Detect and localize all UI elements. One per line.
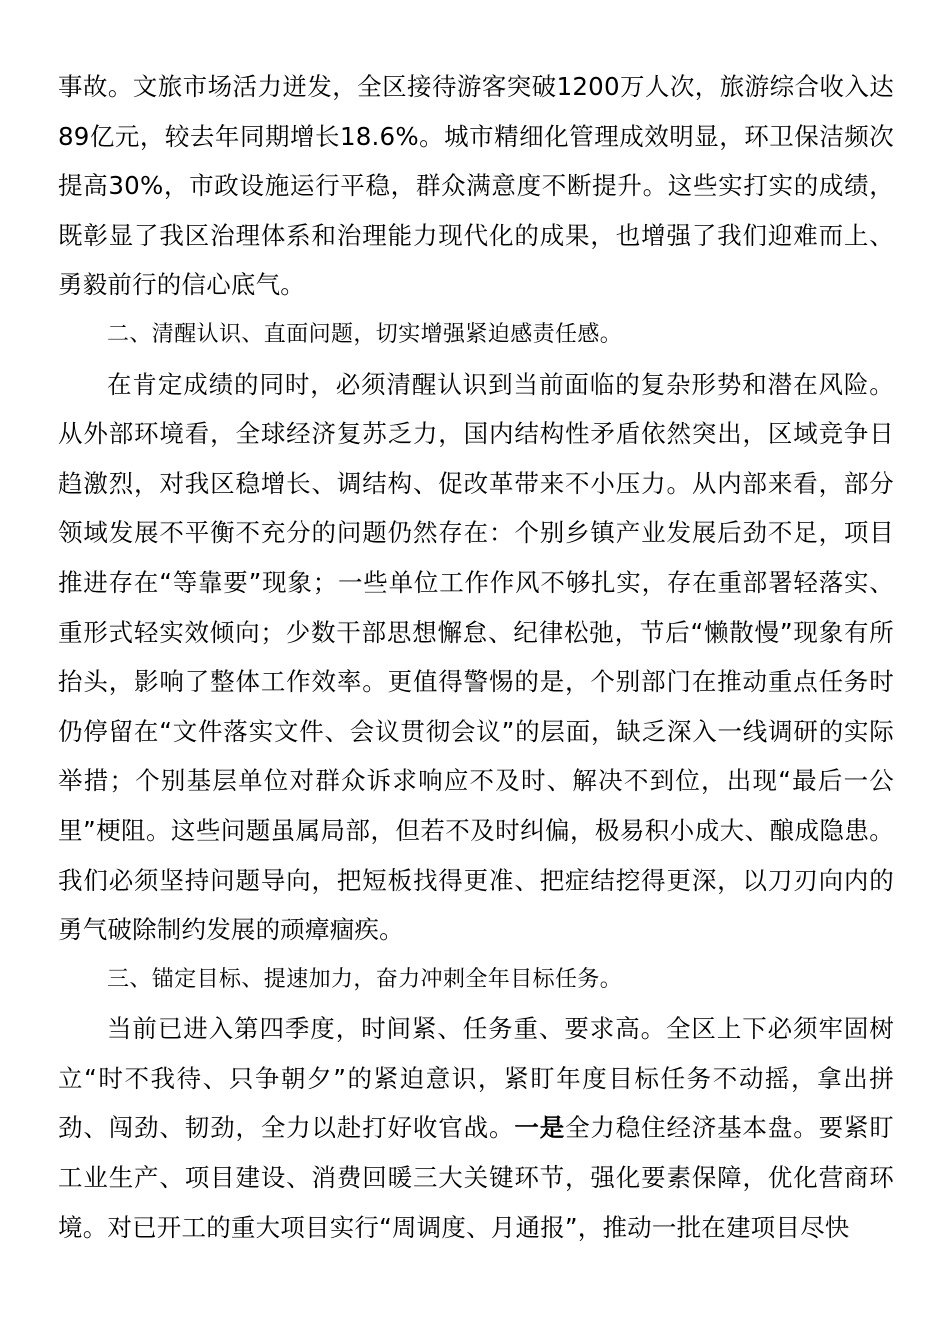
section-heading-2: 二、清醒认识、直面问题，切实增强紧迫感责任感。	[107, 321, 623, 347]
section-heading-3: 三、锚定目标、提速加力，奋力冲刺全年目标任务。	[107, 966, 623, 992]
point-one-marker: 一是	[514, 1113, 566, 1143]
paragraph-targets	[58, 1004, 894, 1252]
paragraph-targets-intro: 当前已进入第四季度，时间紧、任务重、要求高。全区上下必须牢固树立“时不我待、只争朝夕”的紧迫意识，紧盯年度目标任务不动摇，拿出拼劲、闯劲、韧劲，全力以赴打好收官战。	[58, 1014, 894, 1143]
paragraph-targets-point-one: 全力稳住经济基本盘。要紧盯工业生产、项目建设、消费回暖三大关键环节，强化要素保障，优化营商环境。对已开工的重大项目实行“周调度、月通报”，推动一批在建项目尽快	[58, 1113, 894, 1242]
paragraph-problems: 在肯定成绩的同时，必须清醒认识到当前面临的复杂形势和潜在风险。从外部环境看，全球经济复苏乏力，国内结构性矛盾依然突出，区域竞争日趋激烈，对我区稳增长、调结构、促改革带来不小压力。从内部来看，部分领域发展不平衡不充分的问题仍然存在：个别乡镇产业发展后劲不足，项目推进存在“等靠要”现象；一些单位工作作风不够扎实，存在重部署轻落实、重形式轻实效倾向；少数干部思想懈怠、纪律松弛，节后“懒散慢”现象有所抬头，影响了整体工作效率。更值得警惕的是，个别部门在推动重点任务时仍停留在“文件落实文件、会议贯彻会议”的层面，缺乏深入一线调研的实际举措；个别基层单位对群众诉求响应不及时、解决不到位，出现“最后一公里”梗阻。这些问题虽属局部，但若不及时纠偏，极易积小成大、酿成隐患。我们必须坚持问题导向，把短板找得更准、把症结挖得更深，以刀刃向内的勇气破除制约发展的顽瘴痼疾。	[58, 369, 894, 945]
paragraph-achievements: 事故。文旅市场活力迸发，全区接待游客突破1200万人次，旅游综合收入达89亿元，较去年同期增长18.6%。城市精细化管理成效明显，环卫保洁频次提高30%，市政设施运行平稳，群众满意度不断提升。这些实打实的成绩，既彰显了我区治理体系和治理能力现代化的成果，也增强了我们迎难而上、勇毅前行的信心底气。	[58, 72, 894, 300]
document-page	[58, 62, 894, 1252]
